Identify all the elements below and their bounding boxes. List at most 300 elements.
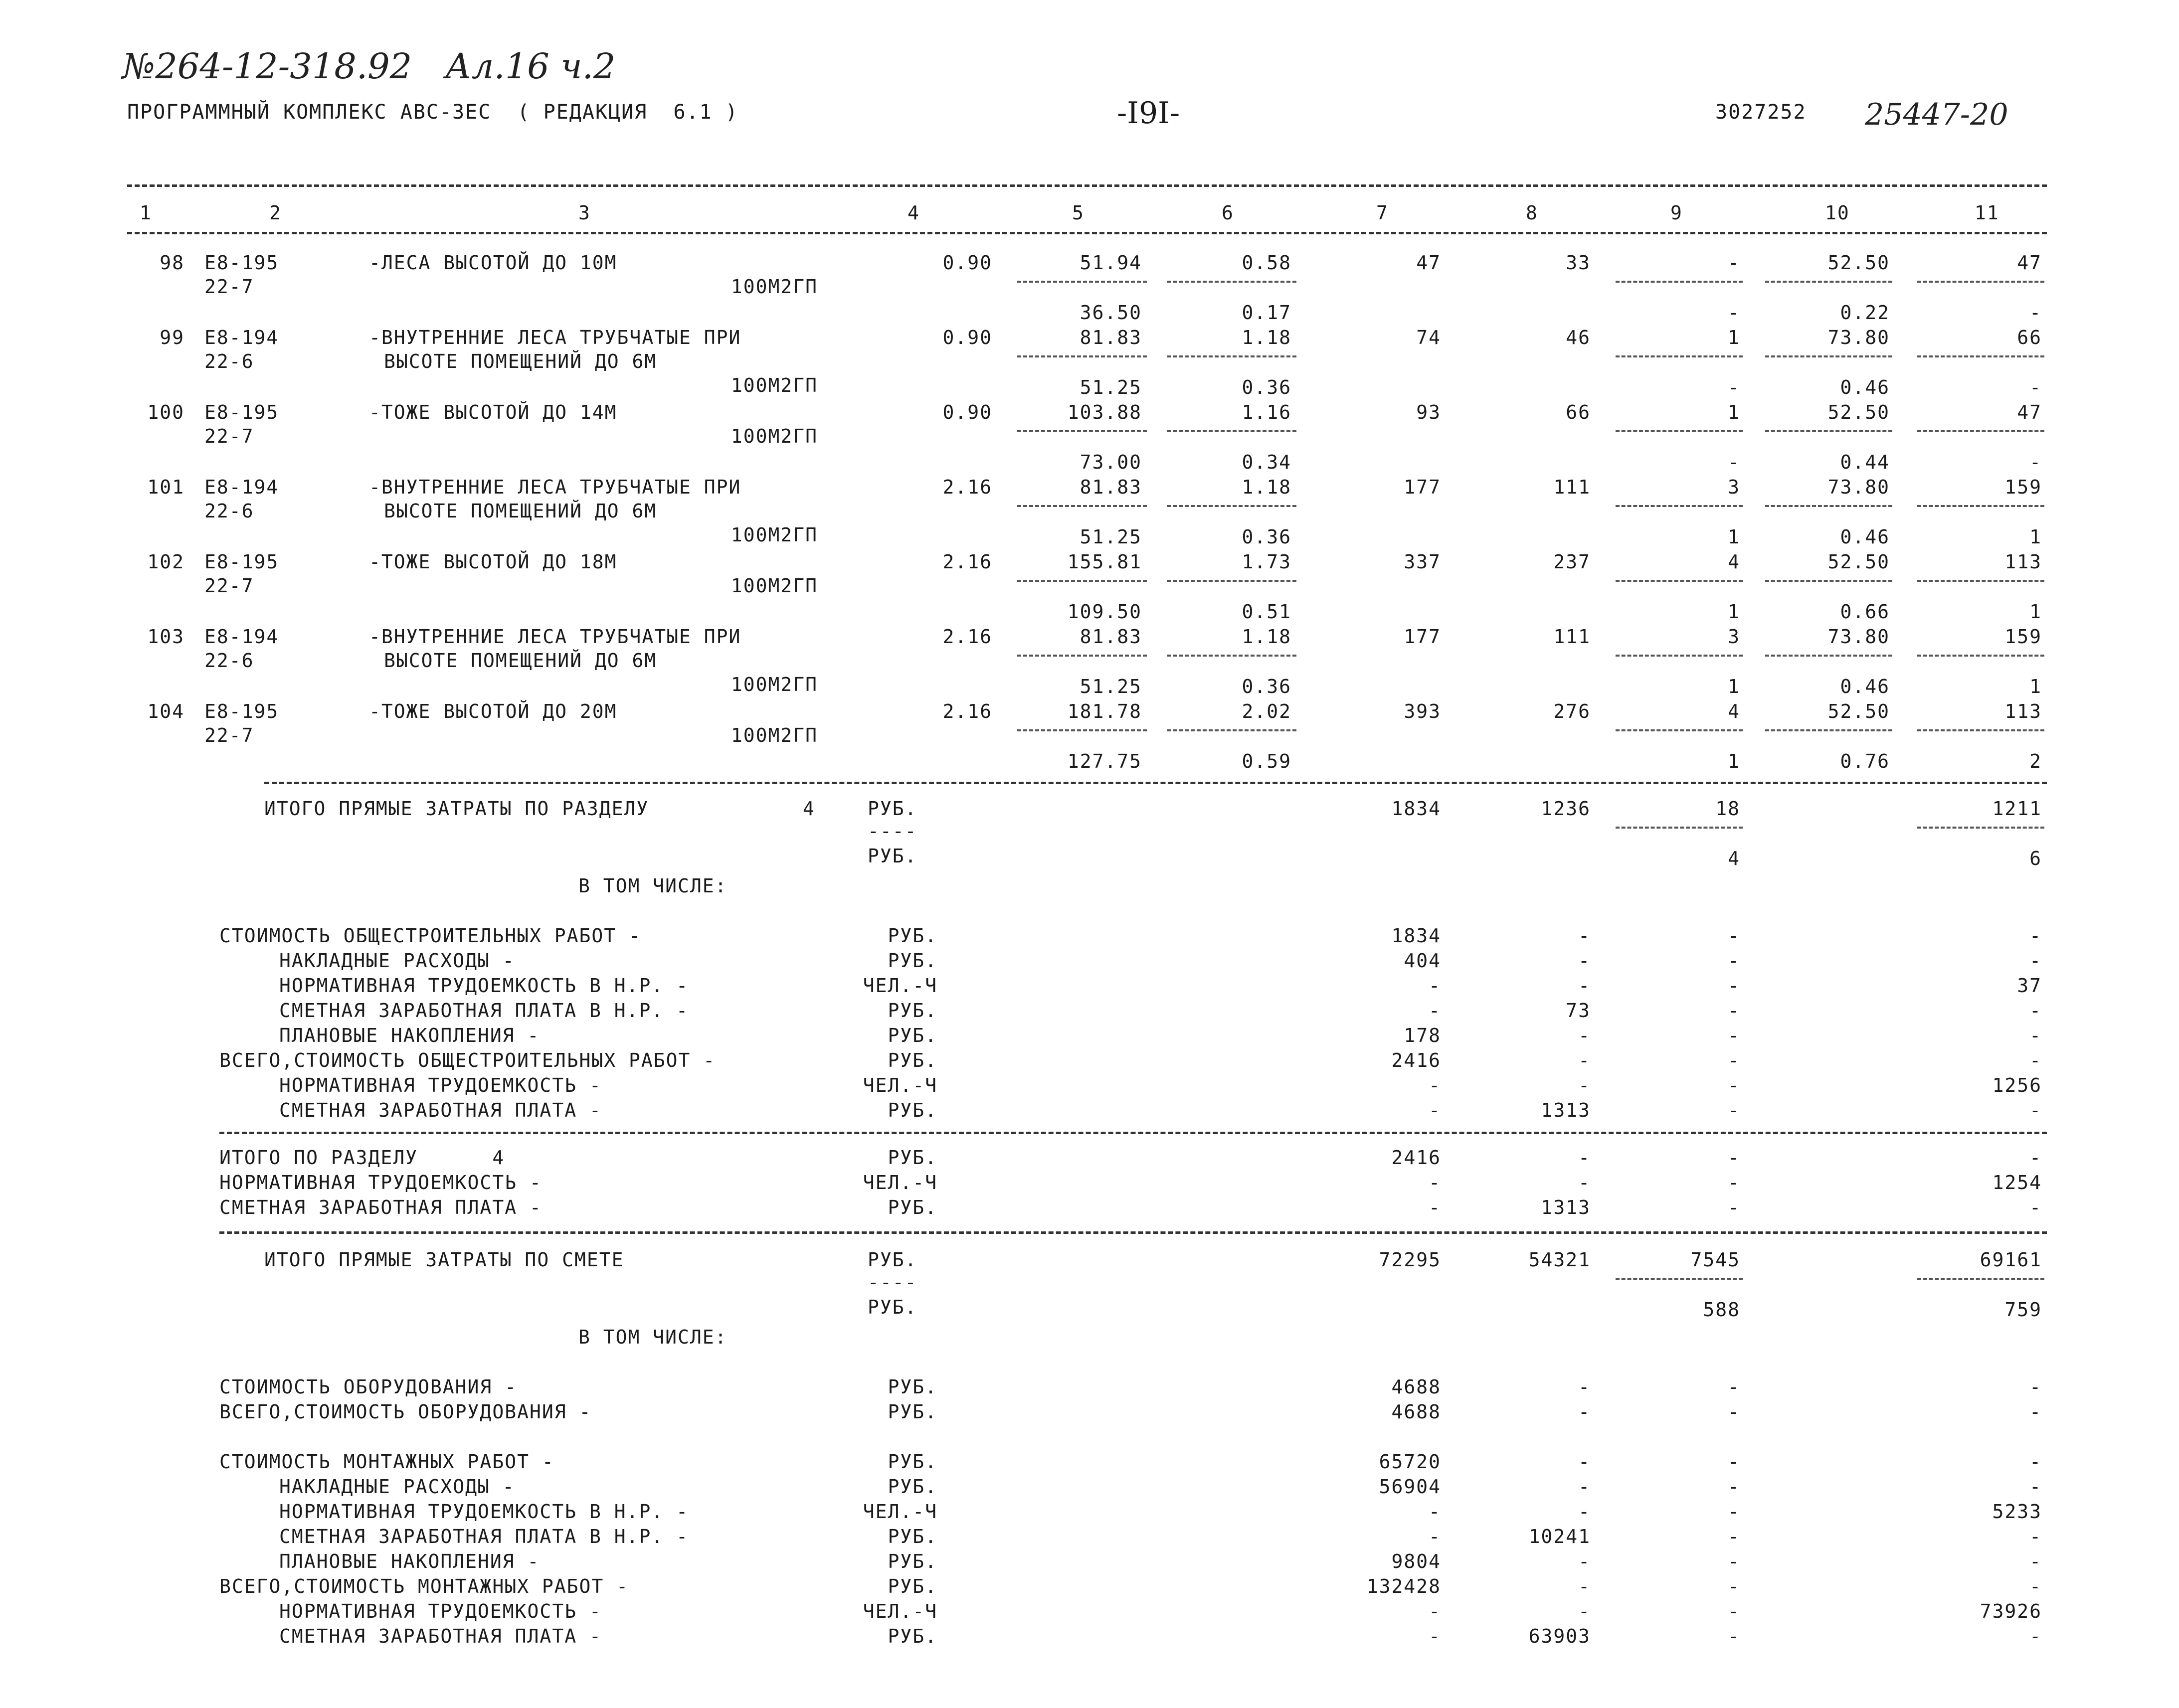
cell-c10-lower: 0.46 xyxy=(1840,526,1890,548)
cell-c11-lower: 1 xyxy=(2029,526,2042,548)
header-rule xyxy=(127,232,2047,234)
row-number: 100 xyxy=(147,401,184,423)
unit-label: РУБ. xyxy=(868,1249,917,1271)
summary-label: НОРМАТИВНАЯ ТРУДОЕМКОСТЬ - xyxy=(279,1600,602,1622)
unit-label: РУБ. xyxy=(888,1451,937,1473)
summary-c8: - xyxy=(1578,975,1591,997)
summary-c11: - xyxy=(2029,1401,2042,1423)
section-total-label: ИТОГО ПРЯМЫЕ ЗАТРАТЫ ПО РАЗДЕЛУ xyxy=(264,798,649,820)
summary-c7: - xyxy=(1429,1526,1441,1547)
cell-c7: 47 xyxy=(1416,252,1441,274)
cell-divider xyxy=(1616,430,1743,432)
total-c8: 1236 xyxy=(1541,798,1591,820)
cell-c6: 1.18 xyxy=(1242,327,1291,348)
summary-c8: - xyxy=(1578,1049,1591,1071)
unit-label: РУБ. xyxy=(888,1550,937,1572)
unit-label: РУБ. xyxy=(888,1401,937,1423)
cell-c6-lower: 0.36 xyxy=(1242,376,1291,398)
summary-c9: - xyxy=(1728,975,1740,997)
summary-c7: - xyxy=(1429,1074,1441,1096)
summary-c11: 37 xyxy=(2017,975,2042,997)
summary-label: ИТОГО ПО РАЗДЕЛУ 4 xyxy=(219,1147,505,1169)
norm-code: Е8-194 xyxy=(204,626,279,648)
cell-c5: 181.78 xyxy=(1067,700,1142,722)
cell-c9-lower: 1 xyxy=(1728,676,1740,697)
cell-c11: 66 xyxy=(2017,327,2042,348)
total-c11: 1211 xyxy=(1992,798,2042,820)
summary-c7: - xyxy=(1429,975,1441,997)
summary-c9: - xyxy=(1728,1049,1740,1071)
document-code: 3027252 xyxy=(1715,101,1807,124)
cell-divider xyxy=(1017,580,1147,582)
cell-divider xyxy=(1616,281,1743,283)
total-c9-lower: 4 xyxy=(1728,848,1740,869)
summary-c11: - xyxy=(2029,1550,2042,1572)
column-number: 4 xyxy=(908,202,920,224)
unit-label: ЧЕЛ.-Ч xyxy=(863,1074,937,1096)
cell-c6: 1.73 xyxy=(1242,551,1291,573)
norm-code: Е8-194 xyxy=(204,476,279,498)
summary-c7: 9804 xyxy=(1391,1550,1441,1572)
cell-divider xyxy=(1765,430,1892,432)
cell-c10-lower: 0.22 xyxy=(1840,302,1890,324)
summary-c9: - xyxy=(1728,1196,1740,1218)
work-description: -ЛЕСА ВЫСОТОЙ ДО 10М xyxy=(369,252,617,274)
summary-c11: - xyxy=(2029,1526,2042,1547)
work-description: -ВНУТРЕННИЕ ЛЕСА ТРУБЧАТЫЕ ПРИ xyxy=(369,626,741,648)
unit-label: РУБ. xyxy=(868,1296,917,1318)
norm-subcode: 22-7 xyxy=(204,276,254,298)
summary-c7: 4688 xyxy=(1391,1401,1441,1423)
summary-c9: - xyxy=(1728,950,1740,972)
including-label: В ТОМ ЧИСЛЕ: xyxy=(578,875,727,897)
summary-c7: - xyxy=(1429,1099,1441,1121)
section-rule xyxy=(219,1132,2047,1134)
cell-c10-lower: 0.66 xyxy=(1840,601,1890,623)
total-c7: 1834 xyxy=(1391,798,1441,820)
summary-c8: - xyxy=(1578,1550,1591,1572)
estimate-c9-lower: 588 xyxy=(1703,1299,1740,1321)
cell-c9: 1 xyxy=(1728,401,1740,423)
summary-c8: 63903 xyxy=(1528,1625,1591,1647)
cell-c11-lower: 2 xyxy=(2029,750,2042,772)
unit-dash: ---- xyxy=(868,820,917,842)
cell-c8: 237 xyxy=(1553,551,1591,573)
summary-c8: 1313 xyxy=(1541,1196,1591,1218)
summary-c9: - xyxy=(1728,1401,1740,1423)
cell-divider xyxy=(1917,580,2044,582)
estimate-c7: 72295 xyxy=(1379,1249,1441,1271)
column-number: 8 xyxy=(1526,202,1538,224)
summary-c11: - xyxy=(2029,1099,2042,1121)
cell-c11-lower: 1 xyxy=(2029,676,2042,697)
cell-c10: 52.50 xyxy=(1827,551,1890,573)
cell-c9-lower: - xyxy=(1728,376,1740,398)
section-total-number: 4 xyxy=(803,798,815,820)
cell-c10: 52.50 xyxy=(1827,252,1890,274)
summary-c7: 404 xyxy=(1404,950,1441,972)
cell-c10-lower: 0.44 xyxy=(1840,451,1890,473)
summary-c8: - xyxy=(1578,1401,1591,1423)
work-description: -ТОЖЕ ВЫСОТОЙ ДО 20М xyxy=(369,700,617,722)
summary-c11: - xyxy=(2029,1000,2042,1022)
unit-label: РУБ. xyxy=(888,925,937,947)
summary-label: ВСЕГО,СТОИМОСТЬ МОНТАЖНЫХ РАБОТ - xyxy=(219,1575,629,1597)
row-number: 104 xyxy=(147,700,184,722)
summary-c11: - xyxy=(2029,1476,2042,1498)
cell-c11-lower: - xyxy=(2029,451,2042,473)
cell-c6: 0.58 xyxy=(1242,252,1291,274)
column-number: 11 xyxy=(1975,202,1999,224)
cell-c6-lower: 0.59 xyxy=(1242,750,1291,772)
summary-c9: - xyxy=(1728,1550,1740,1572)
summary-label: СТОИМОСТЬ МОНТАЖНЫХ РАБОТ - xyxy=(219,1451,554,1473)
cell-c11: 159 xyxy=(2004,626,2042,648)
cell-c11: 159 xyxy=(2004,476,2042,498)
unit-label: РУБ. xyxy=(868,845,917,867)
summary-c7: 1834 xyxy=(1391,925,1441,947)
summary-label: СТОИМОСТЬ ОБОРУДОВАНИЯ - xyxy=(219,1376,518,1398)
cell-c9-lower: - xyxy=(1728,451,1740,473)
work-description: -ТОЖЕ ВЫСОТОЙ ДО 18М xyxy=(369,551,617,573)
cell-c9: 4 xyxy=(1728,551,1740,573)
summary-c7: - xyxy=(1429,1000,1441,1022)
cell-c9-lower: 1 xyxy=(1728,601,1740,623)
column-number: 5 xyxy=(1072,202,1085,224)
cell-c9: 3 xyxy=(1728,476,1740,498)
rows-end-rule xyxy=(264,782,2047,784)
cell-c8: 111 xyxy=(1553,626,1591,648)
summary-c11: 1256 xyxy=(1992,1074,2042,1096)
summary-c8: - xyxy=(1578,950,1591,972)
cell-c7: 177 xyxy=(1404,626,1441,648)
summary-c8: - xyxy=(1578,1476,1591,1498)
total-c11-lower: 6 xyxy=(2029,848,2042,869)
cell-c11: 113 xyxy=(2004,700,2042,722)
unit-label: РУБ. xyxy=(888,950,937,972)
measure-unit: 100М2ГП xyxy=(730,724,818,746)
cell-c8: 111 xyxy=(1553,476,1591,498)
summary-c11: - xyxy=(2029,925,2042,947)
summary-c9: - xyxy=(1728,1000,1740,1022)
unit-label: РУБ. xyxy=(888,1526,937,1547)
cell-divider xyxy=(1917,430,2044,432)
summary-label: ВСЕГО,СТОИМОСТЬ ОБОРУДОВАНИЯ - xyxy=(219,1401,592,1423)
quantity: 2.16 xyxy=(942,476,992,498)
unit-label: РУБ. xyxy=(888,1575,937,1597)
summary-c9: - xyxy=(1728,1025,1740,1046)
unit-label: ЧЕЛ.-Ч xyxy=(863,975,937,997)
cell-c6: 1.16 xyxy=(1242,401,1291,423)
summary-c11: 73926 xyxy=(1980,1600,2042,1622)
cell-c5-lower: 109.50 xyxy=(1067,601,1142,623)
work-description-line2: ВЫСОТЕ ПОМЕЩЕНИЙ ДО 6М xyxy=(384,350,657,372)
cell-c9: 1 xyxy=(1728,327,1740,348)
summary-c9: - xyxy=(1728,1600,1740,1622)
section-rule xyxy=(219,1231,2047,1234)
cell-divider xyxy=(1167,505,1296,507)
cell-divider xyxy=(1917,827,2044,829)
summary-c11: - xyxy=(2029,1025,2042,1046)
cell-divider xyxy=(1917,729,2044,731)
summary-label: НОРМАТИВНАЯ ТРУДОЕМКОСТЬ В Н.Р. - xyxy=(279,975,689,997)
cell-divider xyxy=(1917,1278,2044,1280)
cell-c7: 337 xyxy=(1404,551,1441,573)
cell-divider xyxy=(1917,505,2044,507)
summary-c7: 132428 xyxy=(1366,1575,1441,1597)
summary-c7: 178 xyxy=(1404,1025,1441,1046)
cell-c5-lower: 73.00 xyxy=(1080,451,1142,473)
cell-c5-lower: 36.50 xyxy=(1080,302,1142,324)
work-description: -ТОЖЕ ВЫСОТОЙ ДО 14М xyxy=(369,401,617,423)
summary-c11: - xyxy=(2029,1376,2042,1398)
cell-c5-lower: 127.75 xyxy=(1067,750,1142,772)
estimate-c9: 7545 xyxy=(1690,1249,1740,1271)
unit-label: РУБ. xyxy=(888,1625,937,1647)
row-number: 101 xyxy=(147,476,184,498)
estimate-total-label: ИТОГО ПРЯМЫЕ ЗАТРАТЫ ПО СМЕТЕ xyxy=(264,1249,624,1271)
unit-dash: ---- xyxy=(868,1271,917,1293)
column-number: 2 xyxy=(269,202,282,224)
cell-c9-lower: - xyxy=(1728,302,1740,324)
cell-c8: 66 xyxy=(1566,401,1591,423)
estimate-c8: 54321 xyxy=(1528,1249,1591,1271)
norm-code: Е8-195 xyxy=(204,700,279,722)
unit-label: РУБ. xyxy=(888,1196,937,1218)
cell-divider xyxy=(1616,655,1743,657)
cell-c5: 103.88 xyxy=(1067,401,1142,423)
quantity: 0.90 xyxy=(942,252,992,274)
unit-label: РУБ. xyxy=(888,1000,937,1022)
summary-c7: - xyxy=(1429,1600,1441,1622)
summary-label: НАКЛАДНЫЕ РАСХОДЫ - xyxy=(279,950,515,972)
summary-c11: - xyxy=(2029,950,2042,972)
cell-c10: 73.80 xyxy=(1827,327,1890,348)
cell-c5: 81.83 xyxy=(1080,626,1142,648)
measure-unit: 100М2ГП xyxy=(730,575,818,597)
cell-c9: 3 xyxy=(1728,626,1740,648)
summary-c8: - xyxy=(1578,925,1591,947)
summary-c9: - xyxy=(1728,1575,1740,1597)
summary-c8: - xyxy=(1578,1575,1591,1597)
quantity: 2.16 xyxy=(942,700,992,722)
cell-divider xyxy=(1167,430,1296,432)
cell-c5: 155.81 xyxy=(1067,551,1142,573)
norm-subcode: 22-6 xyxy=(204,350,254,372)
cell-c6: 1.18 xyxy=(1242,476,1291,498)
summary-label: СМЕТНАЯ ЗАРАБОТНАЯ ПЛАТА В Н.Р. - xyxy=(279,1000,689,1022)
summary-c8: - xyxy=(1578,1172,1591,1194)
summary-c7: 2416 xyxy=(1391,1147,1441,1169)
norm-subcode: 22-7 xyxy=(204,724,254,746)
cell-divider xyxy=(1616,580,1743,582)
cell-c10: 73.80 xyxy=(1827,476,1890,498)
summary-c8: 10241 xyxy=(1528,1526,1591,1547)
estimate-c11: 69161 xyxy=(1980,1249,2042,1271)
cell-c8: 33 xyxy=(1566,252,1591,274)
column-number: 7 xyxy=(1376,202,1389,224)
summary-c7: - xyxy=(1429,1501,1441,1523)
unit-label: РУБ. xyxy=(888,1025,937,1046)
cell-c9-lower: 1 xyxy=(1728,526,1740,548)
measure-unit: 100М2ГП xyxy=(730,425,818,447)
summary-c9: - xyxy=(1728,1147,1740,1169)
norm-subcode: 22-6 xyxy=(204,500,254,522)
column-number: 6 xyxy=(1222,202,1234,224)
program-title: ПРОГРАММНЫЙ КОМПЛЕКС АВС-ЗЕС ( РЕДАКЦИЯ 6.1 ) xyxy=(127,101,738,124)
cell-divider xyxy=(1167,355,1296,357)
norm-subcode: 22-7 xyxy=(204,575,254,597)
unit-label: РУБ. xyxy=(888,1147,937,1169)
cell-divider xyxy=(1765,729,1892,731)
quantity: 2.16 xyxy=(942,551,992,573)
summary-c11: 5233 xyxy=(1992,1501,2042,1523)
cell-divider xyxy=(1765,355,1892,357)
measure-unit: 100М2ГП xyxy=(730,374,818,396)
cell-divider xyxy=(1616,1278,1743,1280)
column-number: 9 xyxy=(1670,202,1683,224)
cell-divider xyxy=(1017,505,1147,507)
quantity: 0.90 xyxy=(942,401,992,423)
summary-c9: - xyxy=(1728,1376,1740,1398)
cell-c6-lower: 0.17 xyxy=(1242,302,1291,324)
handwritten-number: 25447-20 xyxy=(1865,97,2008,132)
summary-label: СМЕТНАЯ ЗАРАБОТНАЯ ПЛАТА В Н.Р. - xyxy=(279,1526,689,1547)
cell-divider xyxy=(1765,505,1892,507)
cell-c9: - xyxy=(1728,252,1740,274)
cell-divider xyxy=(1167,281,1296,283)
summary-label: ВСЕГО,СТОИМОСТЬ ОБЩЕСТРОИТЕЛЬНЫХ РАБОТ - xyxy=(219,1049,716,1071)
summary-label: СТОИМОСТЬ ОБЩЕСТРОИТЕЛЬНЫХ РАБОТ - xyxy=(219,925,641,947)
summary-c8: - xyxy=(1578,1501,1591,1523)
summary-c8: - xyxy=(1578,1147,1591,1169)
cell-divider xyxy=(1616,827,1743,829)
unit-label: ЧЕЛ.-Ч xyxy=(863,1501,937,1523)
cell-c5: 51.94 xyxy=(1080,252,1142,274)
summary-c7: 56904 xyxy=(1379,1476,1441,1498)
summary-label: СМЕТНАЯ ЗАРАБОТНАЯ ПЛАТА - xyxy=(279,1625,602,1647)
summary-c9: - xyxy=(1728,1476,1740,1498)
unit-label: ЧЕЛ.-Ч xyxy=(863,1172,937,1194)
including-label: В ТОМ ЧИСЛЕ: xyxy=(578,1326,727,1348)
cell-divider xyxy=(1017,355,1147,357)
cell-c11: 113 xyxy=(2004,551,2042,573)
summary-c8: - xyxy=(1578,1074,1591,1096)
column-number: 10 xyxy=(1825,202,1850,224)
work-description-line2: ВЫСОТЕ ПОМЕЩЕНИЙ ДО 6М xyxy=(384,500,657,522)
summary-c11: 1254 xyxy=(1992,1172,2042,1194)
quantity: 0.90 xyxy=(942,327,992,348)
summary-c9: - xyxy=(1728,1451,1740,1473)
norm-code: Е8-195 xyxy=(204,252,279,274)
cell-c9: 4 xyxy=(1728,700,1740,722)
cell-divider xyxy=(1917,281,2044,283)
cell-c7: 93 xyxy=(1416,401,1441,423)
unit-label: РУБ. xyxy=(888,1099,937,1121)
cell-c10-lower: 0.76 xyxy=(1840,750,1890,772)
cell-c6-lower: 0.34 xyxy=(1242,451,1291,473)
norm-subcode: 22-6 xyxy=(204,650,254,672)
summary-c8: - xyxy=(1578,1025,1591,1046)
cell-divider xyxy=(1917,655,2044,657)
summary-label: НОРМАТИВНАЯ ТРУДОЕМКОСТЬ - xyxy=(219,1172,542,1194)
row-number: 98 xyxy=(160,252,184,274)
total-c9: 18 xyxy=(1715,798,1740,820)
cell-c7: 393 xyxy=(1404,700,1441,722)
summary-c8: - xyxy=(1578,1451,1591,1473)
cell-c5-lower: 51.25 xyxy=(1080,676,1142,697)
unit-label: РУБ. xyxy=(888,1049,937,1071)
page-number: -I9I- xyxy=(1117,96,1180,131)
cell-divider xyxy=(1917,355,2044,357)
summary-c9: - xyxy=(1728,1099,1740,1121)
work-description: -ВНУТРЕННИЕ ЛЕСА ТРУБЧАТЫЕ ПРИ xyxy=(369,476,741,498)
summary-c7: 2416 xyxy=(1391,1049,1441,1071)
cell-divider xyxy=(1017,430,1147,432)
cell-c6-lower: 0.51 xyxy=(1242,601,1291,623)
quantity: 2.16 xyxy=(942,626,992,648)
estimate-c11-lower: 759 xyxy=(2004,1299,2042,1321)
row-number: 103 xyxy=(147,626,184,648)
cell-c10: 52.50 xyxy=(1827,401,1890,423)
cell-divider xyxy=(1765,281,1892,283)
cell-c5: 81.83 xyxy=(1080,327,1142,348)
work-description: -ВНУТРЕННИЕ ЛЕСА ТРУБЧАТЫЕ ПРИ xyxy=(369,327,741,348)
summary-c11: - xyxy=(2029,1147,2042,1169)
norm-subcode: 22-7 xyxy=(204,425,254,447)
column-number: 3 xyxy=(578,202,591,224)
summary-label: ПЛАНОВЫЕ НАКОПЛЕНИЯ - xyxy=(279,1550,540,1572)
summary-c11: - xyxy=(2029,1049,2042,1071)
unit-label: РУБ. xyxy=(888,1476,937,1498)
cell-c8: 46 xyxy=(1566,327,1591,348)
cell-c6: 2.02 xyxy=(1242,700,1291,722)
summary-c9: - xyxy=(1728,925,1740,947)
cell-divider xyxy=(1616,355,1743,357)
summary-label: СМЕТНАЯ ЗАРАБОТНАЯ ПЛАТА - xyxy=(219,1196,542,1218)
cell-divider xyxy=(1765,655,1892,657)
cell-c10-lower: 0.46 xyxy=(1840,676,1890,697)
cell-divider xyxy=(1167,729,1296,731)
summary-c7: 65720 xyxy=(1379,1451,1441,1473)
cell-divider xyxy=(1167,580,1296,582)
cell-c5-lower: 51.25 xyxy=(1080,526,1142,548)
norm-code: Е8-195 xyxy=(204,551,279,573)
summary-c11: - xyxy=(2029,1575,2042,1597)
measure-unit: 100М2ГП xyxy=(730,524,818,546)
summary-c7: - xyxy=(1429,1196,1441,1218)
cell-c10: 52.50 xyxy=(1827,700,1890,722)
cell-divider xyxy=(1167,655,1296,657)
summary-c7: - xyxy=(1429,1172,1441,1194)
cell-c11-lower: - xyxy=(2029,302,2042,324)
summary-c9: - xyxy=(1728,1074,1740,1096)
cell-c10-lower: 0.46 xyxy=(1840,376,1890,398)
top-rule xyxy=(127,184,2047,187)
summary-label: СМЕТНАЯ ЗАРАБОТНАЯ ПЛАТА - xyxy=(279,1099,602,1121)
cell-c6-lower: 0.36 xyxy=(1242,526,1291,548)
summary-c9: - xyxy=(1728,1526,1740,1547)
cell-divider xyxy=(1616,729,1743,731)
summary-label: НАКЛАДНЫЕ РАСХОДЫ - xyxy=(279,1476,515,1498)
unit-label: РУБ. xyxy=(888,1376,937,1398)
unit-label: ЧЕЛ.-Ч xyxy=(863,1600,937,1622)
cell-c8: 276 xyxy=(1553,700,1591,722)
cell-divider xyxy=(1765,580,1892,582)
column-number: 1 xyxy=(140,202,152,224)
handwritten-doc-number: №264-12-318.92 Ал.16 ч.2 xyxy=(122,46,616,87)
summary-c11: - xyxy=(2029,1451,2042,1473)
